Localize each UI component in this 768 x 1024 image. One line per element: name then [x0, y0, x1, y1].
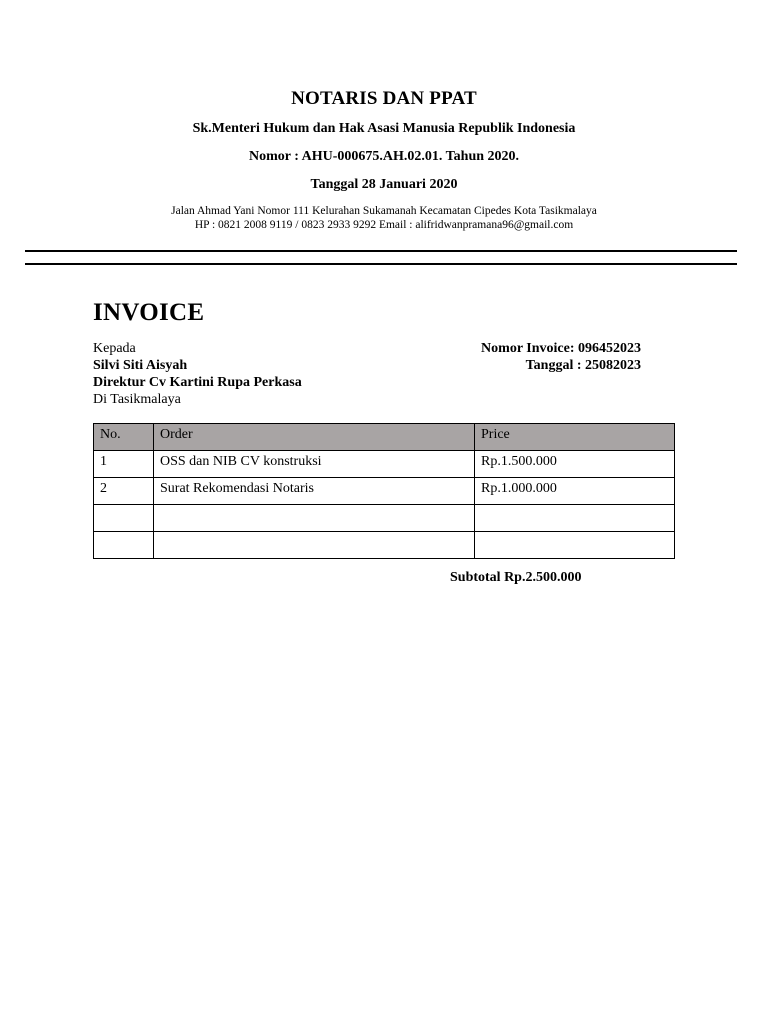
- subtotal: Subtotal Rp.2.500.000: [450, 570, 582, 585]
- cell-price: Rp.1.000.000: [475, 478, 675, 505]
- table-header-row: [94, 424, 675, 451]
- recipient-block: [93, 340, 302, 408]
- cell-price: Rp.1.500.000: [475, 451, 675, 478]
- invoice-items-table: [93, 423, 675, 559]
- cell-order: [154, 505, 475, 532]
- table-row: [94, 532, 675, 559]
- cell-no: 1: [94, 451, 154, 478]
- invoice-date: Tanggal : 25082023: [525, 358, 641, 373]
- office-address: Jalan Ahmad Yani Nomor 111 Kelurahan Sukamanah Kecamatan Cipedes Kota Tasikmalaya: [171, 205, 597, 217]
- column-header-price: Price: [475, 424, 675, 451]
- cell-no: [94, 505, 154, 532]
- cell-order: [154, 532, 475, 559]
- decree-number-line: Nomor : AHU-000675.AH.02.01. Tahun 2020.: [248, 149, 520, 164]
- decree-line: Sk.Menteri Hukum dan Hak Asasi Manusia Republik Indonesia: [192, 121, 576, 136]
- table-row: [94, 505, 675, 532]
- office-title: NOTARIS DAN PPAT: [291, 88, 477, 109]
- recipient-title: Direktur Cv Kartini Rupa Perkasa: [93, 375, 302, 390]
- cell-price: [475, 505, 675, 532]
- cell-no: [94, 532, 154, 559]
- cell-order: Surat Rekomendasi Notaris: [154, 478, 475, 505]
- table-row: [94, 478, 675, 505]
- invoice-number: Nomor Invoice: 096452023: [481, 341, 641, 356]
- table-row: [94, 451, 675, 478]
- cell-order: OSS dan NIB CV konstruksi: [154, 451, 475, 478]
- column-header-no: No.: [94, 424, 154, 451]
- cell-price: [475, 532, 675, 559]
- column-header-order: Order: [154, 424, 475, 451]
- recipient-location: Di Tasikmalaya: [93, 392, 181, 407]
- invoice-meta: [481, 340, 641, 374]
- header-divider-top: [25, 250, 737, 252]
- office-contact: HP : 0821 2008 9119 / 0823 2933 9292 Email : alifridwanpramana96@gmail.com: [194, 219, 574, 231]
- invoice-heading: INVOICE: [93, 299, 205, 326]
- cell-no: 2: [94, 478, 154, 505]
- header-divider-bottom: [25, 263, 737, 265]
- recipient-label: Kepada: [93, 341, 136, 356]
- recipient-name: Silvi Siti Aisyah: [93, 358, 188, 373]
- decree-date-line: Tanggal 28 Januari 2020: [310, 177, 458, 192]
